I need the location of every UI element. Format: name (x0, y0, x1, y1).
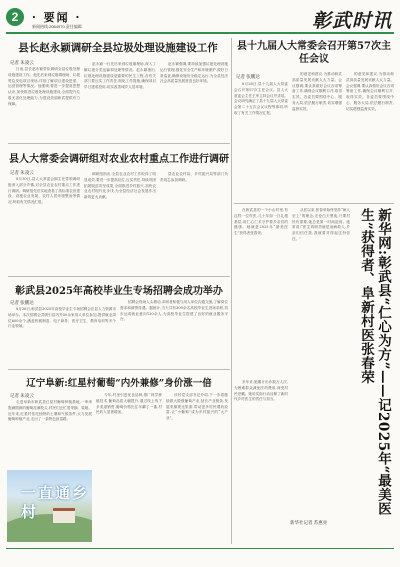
article-4-headline: 彰武县2025年高校毕业生专场招聘会成功举办 (15, 286, 223, 297)
article-4-col-2: 招聘会现场人头攒动,求职者积极与用人单位沟通交流,了解岗位需求和薪资待遇。据统计,当天共有300余名高校毕业生进场求职,初步达成就业意向120余人,为高校毕业生搭建了良好的就业服务平台。 (120, 300, 228, 322)
article-6-headline: 新华网:彰武县“仁心为方”——记2025年“最美医生”获得者、阜新村医张春荣 (358, 208, 391, 516)
article-5-col-2: 今年,村里引进优良品种,推广科学种植技术,葡萄品质大幅提升,通过线上线下多渠道销售,葡萄价格比往年翻了一番,村民收入显著增加。 (96, 393, 162, 415)
divider (8, 276, 230, 277)
masthead-rule (6, 32, 394, 34)
article-1-byline: 记者 朱凌云 (10, 60, 34, 65)
section-title: · 要闻 · (32, 11, 82, 24)
article-5-headline: 辽宁阜新:红星村葡萄“内外兼修”身价涨一倍 (26, 378, 212, 389)
article-2-col-2: 的意见和建议,为推动彰武高质量发展贡献人大力量。会议强调,要认真做好会议各项筹备工作,确保会议顺利召开,取得实效。各委员要围绕中心、服务大局,依法履行职责,切实增强监督实效。 (292, 72, 342, 111)
divider (8, 369, 230, 370)
photo-caption: 一直通乡村 (21, 485, 90, 521)
article-1-col-3: 赵永颖强调,要持续加强垃圾处理设施运行管理,强化安全生产和环境保护,做好日常巡查,确保设施安全稳定运行,为全县经济社会高质量发展营造良好环境。 (160, 62, 228, 84)
article-1-col-1: 日前,县长赵永颖带队调研全县垃圾处理设施建设工作。他先后来到垃圾填埋场、垃圾焚烧发电项目现场,详细了解项目建设进度、运营管理等情况。他强调,要进一步提高思想认识,加快推进垃圾处理设施建设,全面提升垃圾无害化处理能力,为建设美丽彰武提供有力保障。 (8, 67, 80, 106)
article-2-byline: 记者 张鹏达 (236, 74, 260, 79)
article-6-col-1: 在彰武县的一个小山村里,有这样一位村医,几十年如一日扎根基层,用仁心仁术守护着乡亲们的健康。她就是2025年“最美医生”获得者张春荣。 (234, 208, 288, 236)
divider (234, 203, 394, 204)
photo (7, 470, 92, 542)
article-2-headline: 县十九届人大常委会召开第57次主任会议 (237, 41, 391, 65)
article-3-col-2: 调研组指出,全县农业农村工作取得了明显成效,要进一步提高站位,压实责任,持续巩固拓展脱贫攻坚成果,全面推进乡村振兴,加快农业农村现代化步伐,为全县经济社会发展作出新的更大贡献。 (84, 172, 156, 200)
article-6-col-3: 多年来,她累计出诊数万人次,为困难群众减免医药费用,深受村民爱戴。她用实际行动诠释了新时代乡村医生的责任与担当。 (234, 380, 288, 402)
column-divider (231, 38, 232, 544)
masthead (6, 6, 394, 30)
article-5-byline: 记者 朱凌云 (10, 393, 34, 398)
article-2-col-3: 的意见和建议,为推动彰武高质量发展贡献人大力量。会议强调,要认真做好会议各项筹备工作,确保会议顺利召开,取得实效。各委员要围绕中心、服务大局,依法履行职责,切实增强监督实效。 (346, 72, 394, 111)
article-3-byline: 记者 朱凌云 (10, 170, 34, 175)
article-6-byline: 新华社记者 苏惠亮 (290, 520, 328, 525)
article-1-col-2: 赵永颖一行先后来到垃圾填埋场,深入了解垃圾分类运输和处理等情况。赵永颖指出,垃圾处理设施建设是重要的民生工程,各有关部门要压实工作责任,细化工作措施,确保项目早日建成投用,切实改善城乡人居环境。 (84, 62, 156, 90)
article-6-col-2: 从医以来,张春荣始终坚持“病人至上”的理念,无论白天黑夜,只要村民有需要,她总是第一时间赶到。她常说:“医生的职责就是治病救人,乡亲们信任我,我就要对得起这份信任。” (292, 208, 350, 241)
article-3-col-3: 县农业农村局、乡村振兴局等部门负责同志参加调研。 (160, 172, 228, 182)
brand-logo: 彰武时讯 (311, 10, 392, 32)
bottom-rule (6, 548, 394, 549)
page-number: 2 (6, 8, 24, 26)
article-4-col-1: 8月26日,彰武县2025年高校毕业生专场招聘会在县人力资源市场举办。本次招聘会共吸引县内外50余家用人单位参加,提供就业岗位600余个,涵盖机械制造、电子商务、医疗卫生、教育培训等多个行业领域。 (8, 307, 116, 329)
page-meta: 新闻热线:2084970 责任编辑 (32, 24, 82, 29)
article-5-col-3: 该村党支部书记介绍,下一步将继续做大做强葡萄产业,延长产业链条,发展采摘观光旅游,带动更多村民增收致富,让“小葡萄”成为乡村振兴的“大产业”。 (166, 393, 228, 421)
article-1-headline: 县长赵永颖调研全县垃圾处理设施建设工作 (18, 42, 218, 54)
article-3-col-1: 8月30日,县人大常委会副主任带领调研组深入部分乡镇,对全县农业农村重点工作进行调研。调研组先后实地查看了高标准农田建设、设施农业发展、农村人居环境整治等情况,听取有关情况汇报。 (8, 177, 80, 205)
divider (8, 143, 230, 144)
article-3-headline: 县人大常委会调研组对农业农村重点工作进行调研 (9, 154, 229, 165)
article-4-byline: 记者 张鹏达 (10, 300, 34, 305)
article-5-col-1: 走进阜新市彰武县红星村葡萄种植基地,一串串饱满圆润的葡萄挂满枝头,村民们正忙着采摘、装箱。近年来,红星村依托独特的土壤和气候条件,大力发展葡萄种植产业,走出了一条特色致富路。 (8, 400, 92, 422)
article-2-col-1: 8月28日,县十九届人大常委会召开第57次主任会议。县人大常委会主任王军主持会议并讲话。会议研究确定了县十九届人大常委会第二十五次会议议程等事项,听取了有关工作情况汇报。 (234, 82, 288, 115)
